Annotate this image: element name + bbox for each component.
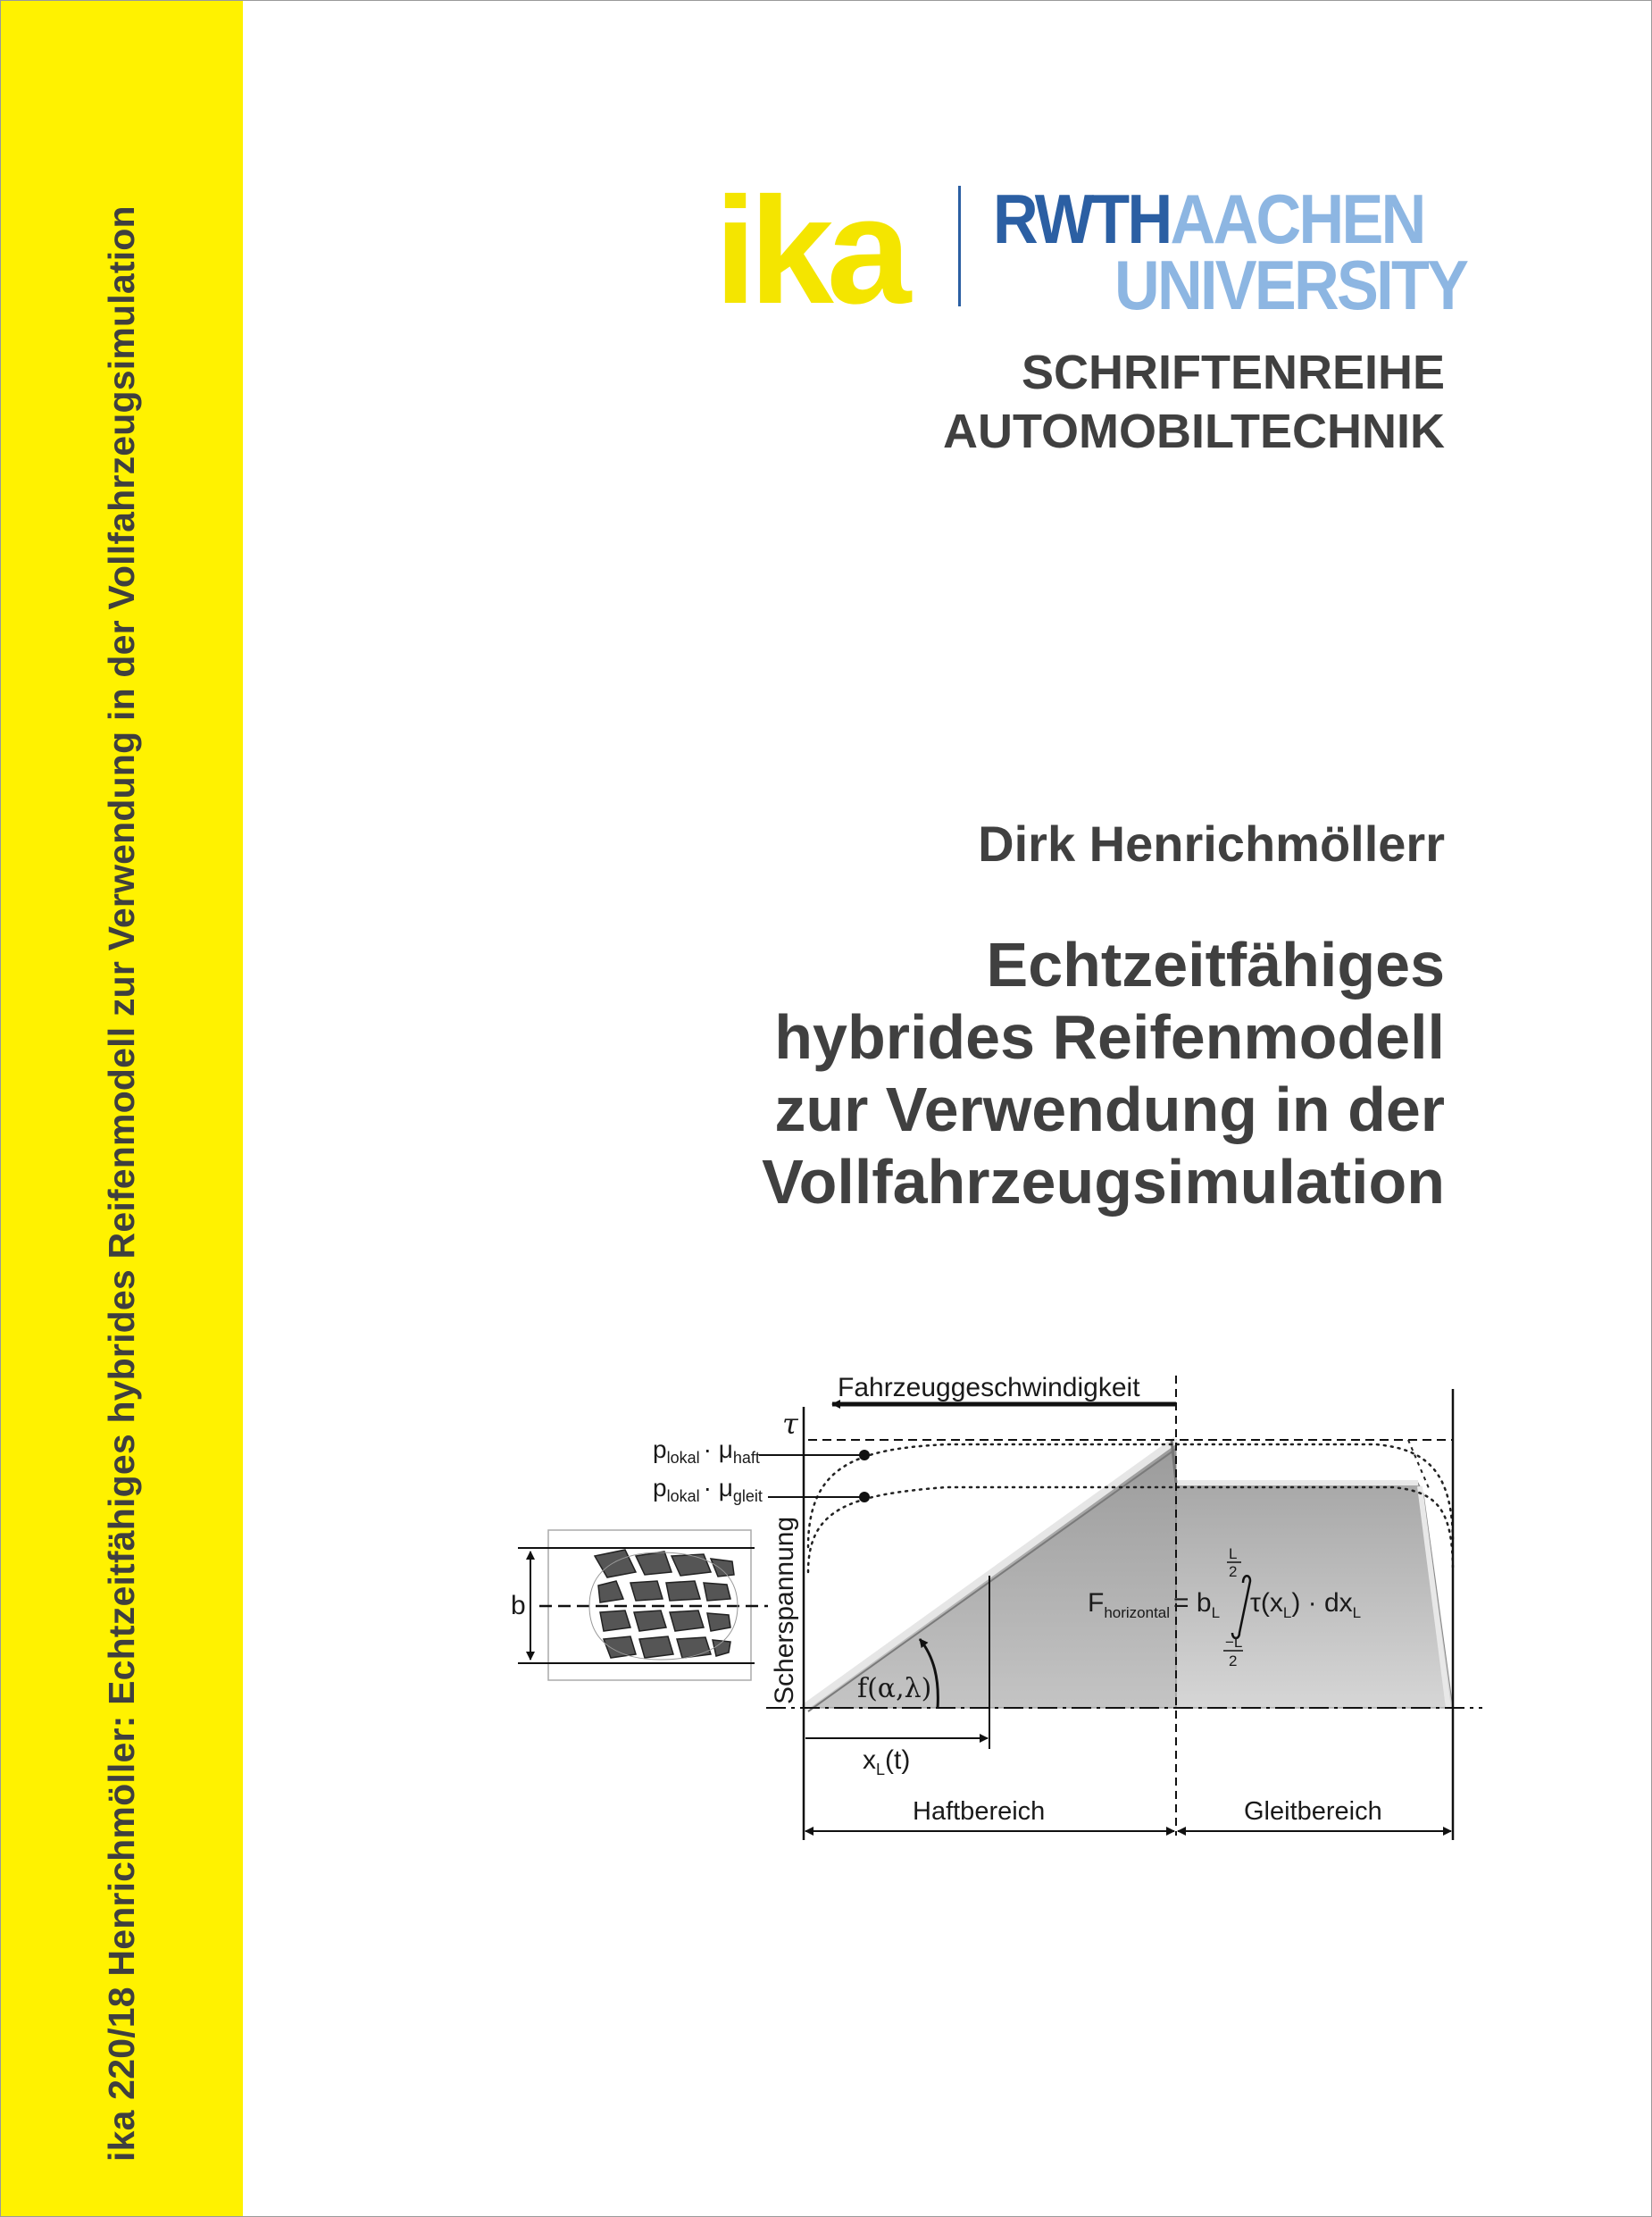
y-axis-label: Scherspannung <box>770 1516 799 1704</box>
tau-label: τ <box>782 1407 798 1441</box>
tire-shear-stress-diagram <box>505 1358 1488 1858</box>
spine-text: ika 220/18 Henrichmöller: Echtzeitfähiges hybrides Reifenmodell zur Verwendung in der Vollfahrzeugsimulation <box>100 205 142 2162</box>
rwth-wordmark: RWTH <box>993 180 1171 258</box>
university-wordmark: UNIVERSITY <box>1114 246 1467 324</box>
width-b-label: b <box>511 1591 526 1620</box>
rwth-aachen-logo <box>993 180 1506 324</box>
gleit-friction-label: $p_{lokal} \cdot \mu_{gleit}$ <box>653 1474 763 1505</box>
svg-text:Fhorizontal= bL: $F_{horizontal} = b_L$ <box>1088 1588 1221 1621</box>
svg-text:τ(xL) · dxL: $\tau(x_L) \cdot dx_L$ <box>1250 1588 1362 1621</box>
haft-region-label: Haftbereich <box>913 1797 1046 1826</box>
svg-text:L: L <box>1229 1545 1238 1562</box>
svg-text:−L: −L <box>1225 1634 1243 1651</box>
title-line-2: hybrides Reifenmodell <box>774 1002 1445 1072</box>
gleit-region-label: Gleitbereich <box>1244 1797 1382 1826</box>
series-title <box>943 343 1445 461</box>
svg-text:2: 2 <box>1229 1563 1238 1580</box>
svg-text:2: 2 <box>1229 1652 1238 1669</box>
logo-divider <box>958 186 961 306</box>
velocity-label: Fahrzeuggeschwindigkeit <box>838 1373 1140 1402</box>
angle-label: f(α,λ) <box>857 1673 932 1704</box>
gleit-pointer-dot <box>859 1492 870 1502</box>
xl-label: $x_L(t)$ <box>863 1745 911 1778</box>
book-title <box>762 929 1445 1218</box>
haft-pointer-dot <box>859 1450 870 1460</box>
ika-logo: ika <box>714 166 905 336</box>
tire-tread-patch <box>518 1530 768 1680</box>
title-line-4: Vollfahrzeugsimulation <box>762 1147 1445 1217</box>
title-line-3: zur Verwendung in der <box>774 1075 1445 1144</box>
series-line-2: AUTOMOBILTECHNIK <box>943 405 1445 458</box>
haft-friction-label: $p_{lokal} \cdot \mu_{haft}$ <box>653 1435 760 1467</box>
aachen-wordmark: AACHEN <box>1170 180 1424 258</box>
title-line-1: Echtzeitfähiges <box>986 930 1445 1000</box>
author-name: Dirk Henrichmöllerr <box>978 816 1445 872</box>
series-line-1: SCHRIFTENREIHE <box>1021 346 1445 399</box>
